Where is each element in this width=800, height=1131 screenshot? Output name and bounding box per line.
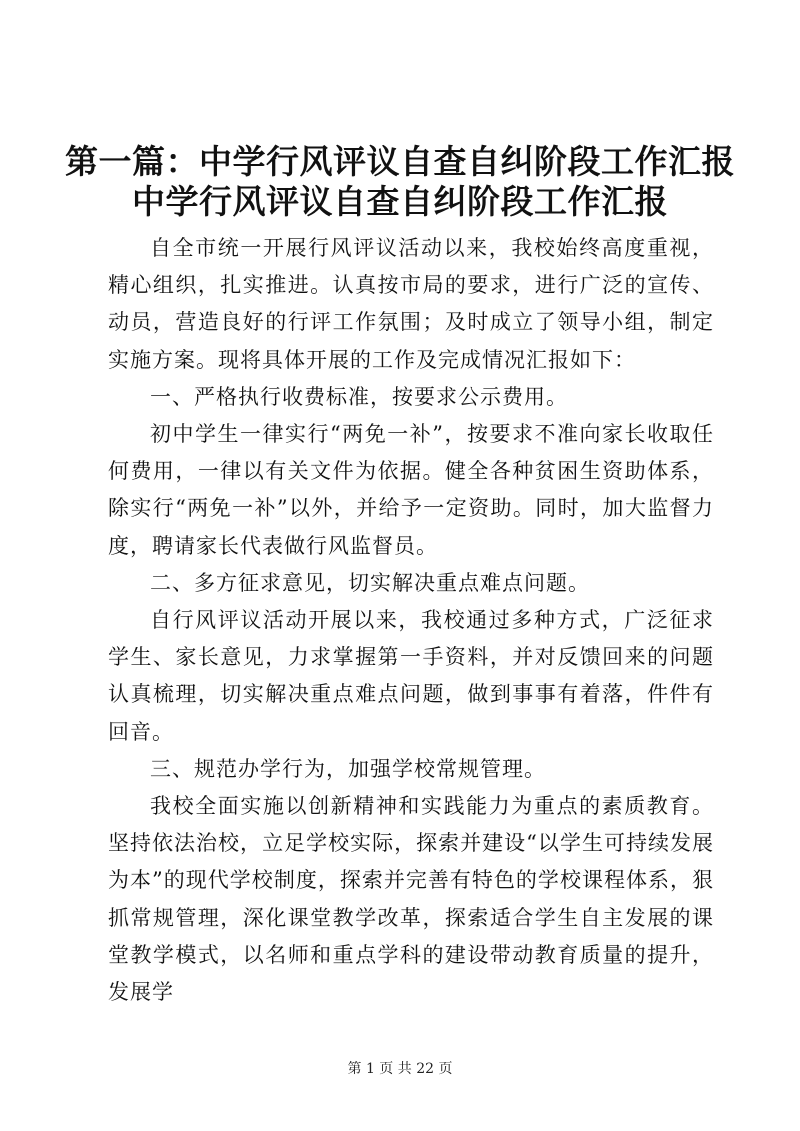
section-heading-1: 一、严格执行收费标准，按要求公示费用。 — [150, 384, 568, 409]
document-body — [108, 230, 714, 1011]
paragraph-section-1: 初中学生一律实行“两免一补”，按要求不准向家长收取任何费用，一律以有关文件为依据。健全各种贫困生资助体系，除实行“两免一补”以外，并给予一定资助。同时，加大监督力度，聘请家长代表做行风监督员。 — [108, 422, 714, 558]
document-title-line-2: 中学行风评议自查自纠阶段工作汇报 — [132, 182, 668, 221]
paragraph-section-2: 自行风评议活动开展以来，我校通过多种方式，广泛征求学生、家长意见，力求掌握第一手资料，并对反馈回来的问题认真梳理，切实解决重点难点问题，做到事事有着落，件件有回音。 — [108, 608, 714, 744]
document-title-line-1: 第一篇：中学行风评议自查自纠阶段工作汇报 — [65, 142, 735, 181]
section-heading-2: 二、多方征求意见，切实解决重点难点问题。 — [150, 570, 590, 595]
section-heading-3: 三、规范办学行为，加强学校常规管理。 — [150, 756, 546, 781]
paragraph-section-3: 我校全面实施以创新精神和实践能力为重点的素质教育。坚持依法治校，立足学校实际，探索并建设“以学生可持续发展为本”的现代学校制度，探索并完善有特色的学校课程体系，狠抓常规管理，深化课堂教学改革，探索适合学生自主发展的课堂教学模式，以名师和重点学科的建设带动教育质量的提升，发展学 — [108, 794, 714, 1005]
paragraph-intro: 自全市统一开展行风评议活动以来，我校始终高度重视，精心组织，扎实推进。认真按市局的要求，进行广泛的宣传、动员，营造良好的行评工作氛围；及时成立了领导小组，制定实施方案。现将具体开展的工作及完成情况汇报如下： — [108, 236, 714, 372]
page-number-footer: 第 1 页 共 22 页 — [347, 1061, 453, 1077]
